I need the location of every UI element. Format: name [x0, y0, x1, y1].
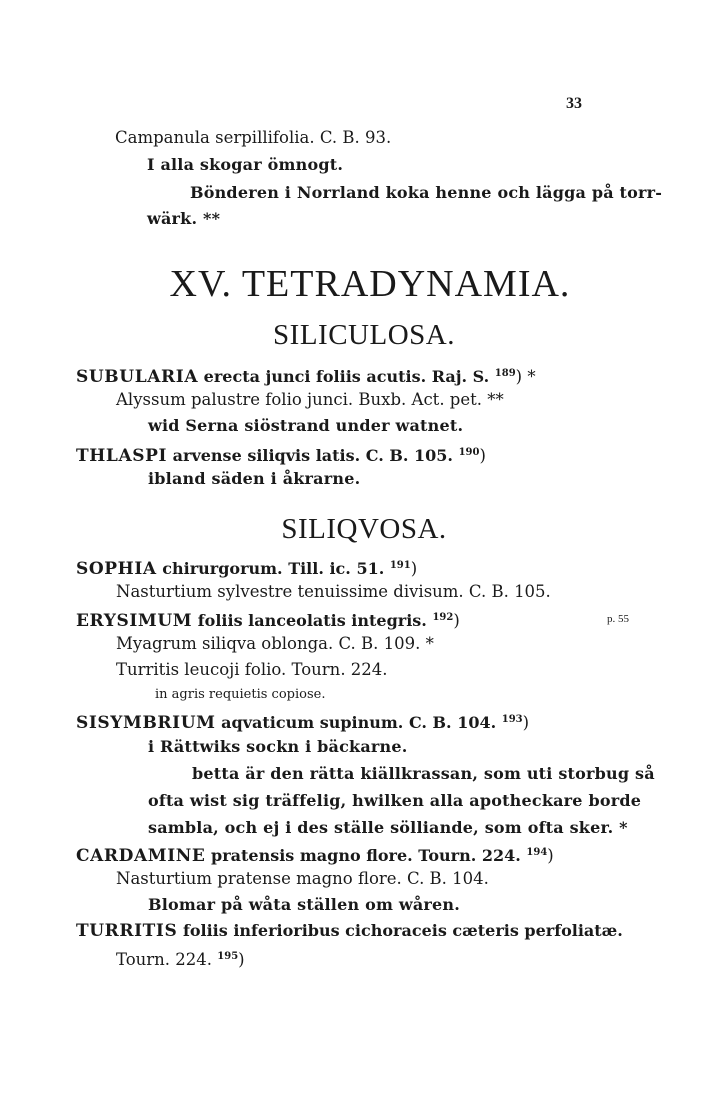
- sisymbrium-comment-line1: betta är den rätta kiällkrassan, som uti storbug så: [192, 764, 655, 783]
- turritis-leucoji-synonym: Turritis leucoji folio. Tourn. 224.: [116, 660, 388, 679]
- class-heading: XV. TETRADYNAMIA.: [169, 263, 571, 305]
- genus-name: SOPHIA: [76, 559, 157, 579]
- cardamine-entry: [76, 843, 554, 866]
- entry-end: ): [410, 559, 418, 578]
- footnote-ref: 195: [217, 951, 239, 962]
- erysimum-habitat-note: in agris requietis copiose.: [155, 687, 326, 702]
- genus-name: CARDAMINE: [76, 846, 206, 866]
- campanula-entry: Campanula serpillifolia. C. B. 93.: [115, 128, 392, 147]
- alyssum-synonym: Alyssum palustre folio junci. Buxb. Act. pet. **: [116, 390, 504, 409]
- entry-end: ) *: [515, 367, 536, 386]
- thlaspi-habitat-note: ibland säden i åkrarne.: [148, 469, 361, 488]
- entry-end: ): [479, 446, 486, 465]
- nasturtium-pratense-synonym: Nasturtium pratense magno flore. C. B. 104.: [116, 869, 489, 888]
- footnote-ref: 194: [526, 847, 548, 858]
- footnote-ref: 191: [389, 560, 411, 571]
- species-text: erecta junci foliis acutis. Raj. S.: [198, 367, 495, 386]
- section-heading-siliculosa: SILICULOSA.: [273, 319, 455, 351]
- turritis-reference: [116, 947, 245, 970]
- sisymbrium-comment-line3: sambla, och ej i des ställe sölliande, som ofta sker. *: [148, 818, 628, 837]
- entry-end: ): [522, 713, 530, 732]
- species-text: aqvaticum supinum. C. B. 104.: [215, 713, 502, 732]
- erysimum-entry: [76, 608, 460, 631]
- nasturtium-sylvestre-synonym: Nasturtium sylvestre tenuissime divisum. C. B. 105.: [116, 582, 551, 601]
- turritis-entry: [76, 921, 623, 941]
- genus-name: ERYSIMUM: [76, 611, 193, 631]
- section-heading-siliqvosa: SILIQVOSA.: [281, 513, 447, 545]
- entry-end: ): [547, 846, 554, 865]
- thlaspi-entry: [76, 443, 486, 466]
- bonder-note-line1: Bönderen i Norrland koka henne och lägga på torr-: [190, 183, 663, 202]
- myagrum-synonym: Myagrum siliqva oblonga. C. B. 109. *: [116, 634, 434, 653]
- bonder-note-line2: wärk. **: [147, 209, 221, 228]
- page-number: 33: [566, 95, 582, 112]
- species-text: chirurgorum. Till. ic. 51.: [156, 559, 390, 578]
- sisymbrium-habitat-note: i Rättwiks sockn i bäckarne.: [148, 737, 408, 756]
- species-text: foliis inferioribus cichoraceis cæteris perfoliatæ.: [177, 921, 623, 940]
- footnote-ref: 192: [432, 612, 454, 623]
- footnote-ref: 190: [458, 447, 480, 458]
- cardamine-habitat-note: Blomar på wåta ställen om wåren.: [148, 895, 460, 914]
- genus-name: SISYMBRIUM: [76, 713, 216, 733]
- margin-page-reference: p. 55: [607, 613, 629, 625]
- reference-text: Tourn. 224.: [116, 950, 218, 969]
- entry-end: ): [453, 611, 460, 630]
- campanula-habitat-note: I alla skogar ömnogt.: [147, 155, 344, 174]
- footnote-ref: 193: [501, 714, 523, 725]
- alyssum-habitat-note: wid Serna siöstrand under watnet.: [148, 416, 464, 435]
- genus-name: THLASPI: [76, 446, 168, 466]
- subularia-entry: [76, 364, 536, 387]
- footnote-ref: 189: [494, 368, 516, 379]
- genus-name: TURRITIS: [76, 921, 178, 941]
- sisymbrium-comment-line2: ofta wist sig träffelig, hwilken alla apotheckare borde: [148, 791, 642, 810]
- species-text: pratensis magno flore. Tourn. 224.: [205, 846, 527, 865]
- sisymbrium-entry: [76, 710, 529, 733]
- species-text: arvense siliqvis latis. C. B. 105.: [167, 446, 459, 465]
- sophia-entry: [76, 556, 417, 579]
- species-text: foliis lanceolatis integris.: [192, 611, 433, 630]
- entry-end: ): [238, 950, 245, 969]
- genus-name: SUBULARIA: [76, 367, 199, 387]
